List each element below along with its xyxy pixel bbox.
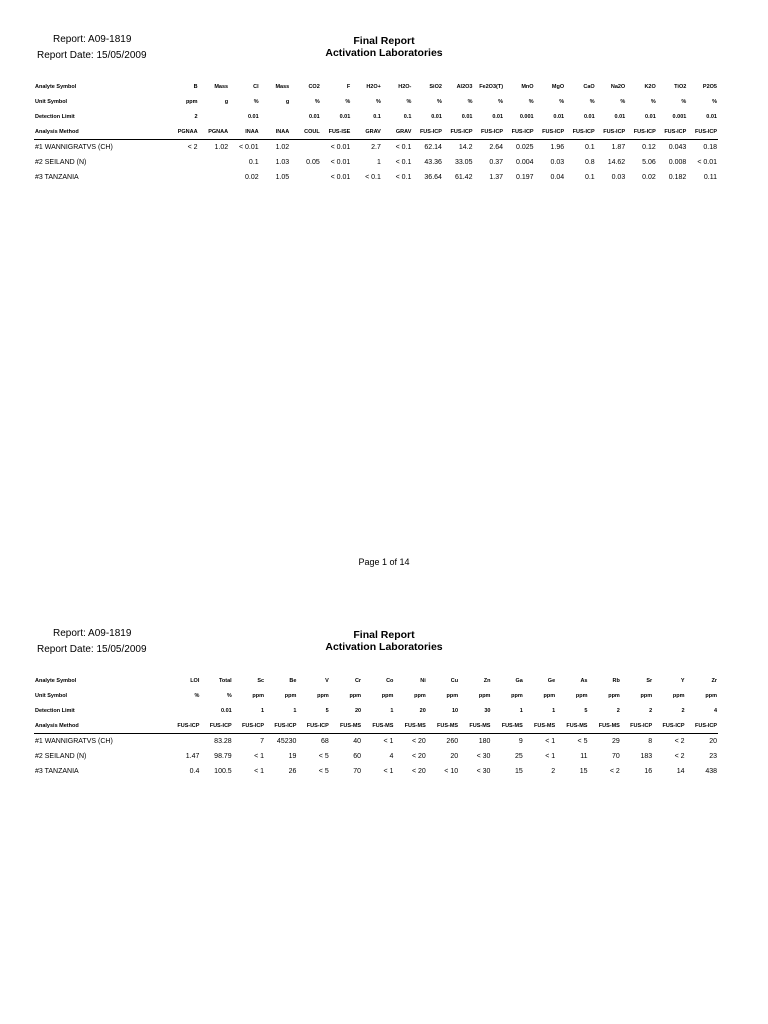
unit-symbol-cell: ppm	[317, 692, 329, 699]
analysis-method-cell: FUS-ICP	[412, 124, 443, 140]
value-cell: < 0.01	[330, 174, 351, 181]
detection-limit-cell: 1	[390, 707, 394, 714]
value-cell: 19	[288, 753, 297, 760]
unit-symbol-cell: ppm	[705, 692, 717, 699]
analysis-method-cell: FUS-ICP	[687, 124, 718, 140]
analysis-method-cell: FUS-ICP	[233, 718, 265, 734]
analysis-method-cell: INAA	[260, 124, 291, 140]
value-cell: 100.5	[214, 768, 232, 775]
analysis-method-cell: FUS-ICP	[200, 718, 232, 734]
analysis-method-cell: PGNAA	[168, 124, 199, 140]
value-cell: 1.02	[214, 144, 229, 151]
table-row	[34, 764, 718, 779]
unit-symbol-cell: %	[467, 98, 473, 105]
analysis-method-cell: FUS-ICP	[653, 718, 685, 734]
detection-limit-cell: 0.01	[706, 113, 717, 120]
value-cell: 260	[446, 738, 459, 745]
analyte-symbol-cell: Ni	[420, 677, 426, 684]
analysis-method-cell: PGNAA	[199, 124, 230, 140]
unit-symbol-cell: ppm	[478, 692, 491, 699]
value-cell: 36.64	[424, 174, 442, 181]
value-cell: 11	[580, 753, 588, 760]
unit-symbol-cell: %	[712, 98, 717, 105]
analyte-symbol-cell: Co	[386, 677, 394, 684]
value-cell: < 1	[545, 753, 556, 760]
analyte-symbol-cell: V	[325, 677, 329, 684]
value-cell: < 0.01	[330, 159, 351, 166]
analyte-symbol-cell: LOI	[190, 677, 200, 684]
value-cell	[199, 170, 230, 185]
analysis-method-cell: FUS-ICP	[297, 718, 329, 734]
value-cell: < 30	[476, 753, 491, 760]
analyte-symbol-cell: Mass	[214, 83, 229, 90]
value-cell: 20	[709, 738, 717, 745]
detection-limit-cell: 2	[194, 113, 198, 120]
unit-symbol-cell: ppm	[575, 692, 588, 699]
analyte-symbol-cell: Sr	[646, 677, 653, 684]
analyte-symbol-cell: Cr	[354, 677, 362, 684]
table-row	[34, 140, 718, 156]
analysis-method-cell: FUS-ICP	[621, 718, 653, 734]
value-cell: < 0.1	[395, 159, 412, 166]
analyte-symbol-cell: Total	[218, 677, 232, 684]
value-cell: 43.36	[424, 159, 442, 166]
analysis-method-cell: FUS-ICP	[686, 718, 718, 734]
value-cell: 0.008	[668, 159, 687, 166]
value-cell: 0.1	[248, 159, 259, 166]
detection-limit-cell: 0.01	[553, 113, 565, 120]
analysis-method-cell: FUS-ICP	[657, 124, 688, 140]
detection-limit-cell: 0.01	[645, 113, 656, 120]
analyte-symbol-label: Analyte Symbol	[35, 677, 77, 684]
sample-name: #1 WANNIGRATVS (CH)	[35, 738, 113, 745]
value-cell: 1.47	[185, 753, 200, 760]
analyte-symbol-row	[34, 673, 718, 688]
page-number: Page 1 of 14	[358, 557, 410, 567]
detection-limit-cell: 0.01	[220, 707, 232, 714]
analyte-symbol-row	[34, 79, 718, 94]
value-cell: < 5	[577, 738, 588, 745]
analyte-symbol-cell: SiO2	[429, 83, 442, 90]
analyte-symbol-cell: Sc	[257, 677, 265, 684]
value-cell: 16	[644, 768, 653, 775]
unit-symbol-cell: %	[589, 98, 595, 105]
detection-limit-cell	[168, 703, 200, 718]
detection-limit-cell: 10	[451, 707, 459, 714]
analyte-symbol-cell: Zr	[711, 677, 717, 684]
unit-symbol-cell: ppm	[414, 692, 426, 699]
analysis-method-row	[34, 124, 718, 140]
analyte-symbol-cell: CO2	[308, 83, 320, 90]
analyte-symbol-cell: Cl	[253, 83, 259, 90]
value-cell: 9	[518, 738, 523, 745]
value-cell: < 20	[411, 738, 426, 745]
analyte-symbol-cell: Ge	[547, 677, 556, 684]
value-cell: 0.04	[550, 174, 565, 181]
detection-limit-cell: 20	[354, 707, 362, 714]
value-cell: 1.37	[489, 174, 504, 181]
value-cell: 23	[709, 753, 717, 760]
analysis-method-cell: INAA	[229, 124, 260, 140]
value-cell	[168, 170, 199, 185]
unit-symbol-cell: g	[285, 98, 290, 105]
unit-symbol-cell: ppm	[349, 692, 362, 699]
detection-limit-cell: 5	[325, 707, 329, 714]
analysis-method-cell: FUS-ICP	[504, 124, 535, 140]
detection-limit-cell: 0.01	[461, 113, 473, 120]
unit-symbol-cell: %	[620, 98, 626, 105]
detection-limit-cell: 0.01	[583, 113, 595, 120]
value-cell: 0.03	[550, 159, 565, 166]
analyte-symbol-cell: K2O	[644, 83, 656, 90]
analysis-method-cell: FUS-ICP	[626, 124, 657, 140]
report-id: Report: A09-1819	[53, 628, 132, 639]
unit-symbol-cell: %	[437, 98, 442, 105]
unit-symbol-cell: %	[375, 98, 381, 105]
analyte-symbol-cell: H2O-	[398, 83, 412, 90]
unit-symbol-cell: %	[345, 98, 351, 105]
sample-name: #2 SEILAND (N)	[35, 753, 87, 760]
unit-symbol-cell: %	[528, 98, 534, 105]
detection-limit-row	[34, 703, 718, 718]
value-cell: < 20	[411, 768, 426, 775]
unit-symbol-cell: %	[498, 98, 504, 105]
value-cell: 1	[376, 159, 381, 166]
value-cell: 1.02	[275, 144, 290, 151]
unit-symbol-cell: ppm	[381, 692, 394, 699]
sample-name: #2 SEILAND (N)	[35, 159, 87, 166]
analysis-method-cell: FUS-ICP	[596, 124, 627, 140]
unit-symbol-cell: %	[253, 98, 259, 105]
analyte-symbol-cell: CaO	[583, 83, 595, 90]
value-cell: < 0.1	[395, 174, 412, 181]
detection-limit-cell: 30	[484, 707, 491, 714]
unit-symbol-cell: ppm	[252, 692, 265, 699]
value-cell: 0.182	[668, 174, 687, 181]
value-cell: 62.14	[424, 144, 442, 151]
value-cell: < 0.1	[395, 144, 412, 151]
value-cell: < 1	[383, 768, 394, 775]
value-cell: 14.2	[458, 144, 473, 151]
report-date: Report Date: 15/05/2009	[37, 50, 147, 61]
detection-limit-cell: 0.001	[519, 113, 534, 120]
unit-symbol-cell: %	[559, 98, 565, 105]
value-cell	[290, 170, 321, 185]
value-cell: 15	[579, 768, 588, 775]
value-cell: 0.025	[516, 144, 534, 151]
analyte-symbol-cell: Y	[680, 677, 685, 684]
unit-symbol-cell: %	[650, 98, 656, 105]
unit-symbol-cell: ppm	[446, 692, 459, 699]
unit-symbol-cell: ppm	[608, 692, 620, 699]
report-date: Report Date: 15/05/2009	[37, 644, 147, 655]
analyte-symbol-cell: B	[193, 83, 198, 90]
analyte-symbol-cell: F	[346, 83, 351, 90]
value-cell: 68	[320, 738, 329, 745]
value-cell: 25	[515, 753, 523, 760]
value-cell: 180	[478, 738, 491, 745]
value-cell: < 2	[674, 753, 685, 760]
value-cell: 0.11	[703, 174, 717, 181]
analysis-method-row	[34, 718, 718, 734]
analysis-method-cell: GRAV	[382, 124, 413, 140]
detection-limit-cell: 1	[293, 707, 297, 714]
value-cell: 0.12	[642, 144, 656, 151]
value-cell: 5.06	[642, 159, 656, 166]
value-cell: 0.8	[584, 159, 595, 166]
value-cell: 1.87	[611, 144, 626, 151]
detection-limit-cell: 2	[649, 707, 653, 714]
report-title-line-1: Final Report	[353, 35, 415, 47]
value-cell: 33.05	[454, 159, 473, 166]
unit-symbol-cell: ppm	[640, 692, 653, 699]
value-cell: 2	[551, 768, 556, 775]
value-cell: 0.18	[703, 144, 717, 151]
analysis-method-cell: GRAV	[351, 124, 382, 140]
detection-limit-cell	[260, 109, 291, 124]
detection-limit-label: Detection Limit	[35, 707, 75, 714]
value-cell: 2.64	[489, 144, 504, 151]
value-cell: 1.96	[550, 144, 565, 151]
analysis-method-cell: FUS-ISE	[321, 124, 352, 140]
sample-name: #3 TANZANIA	[35, 768, 79, 775]
report-title-line-1: Final Report	[353, 629, 415, 641]
detection-limit-cell: 1	[519, 707, 523, 714]
value-cell: 60	[353, 753, 362, 760]
value-cell: 0.1	[584, 144, 595, 151]
value-cell	[290, 140, 321, 156]
unit-symbol-cell: %	[194, 692, 200, 699]
value-cell: 61.42	[454, 174, 473, 181]
value-cell: 15	[515, 768, 523, 775]
analyte-symbol-cell: As	[580, 677, 588, 684]
unit-symbol-cell: ppm	[672, 692, 685, 699]
value-cell: 26	[288, 768, 297, 775]
analyte-symbol-cell: P2O5	[702, 83, 717, 90]
analysis-method-cell: FUS-ICP	[565, 124, 596, 140]
unit-symbol-cell: g	[224, 98, 229, 105]
analyte-symbol-cell: Ga	[515, 677, 523, 684]
value-cell: 0.043	[668, 144, 687, 151]
analyte-symbol-cell: MnO	[521, 83, 534, 90]
sample-name: #1 WANNIGRATVS (CH)	[35, 144, 113, 151]
value-cell: < 1	[254, 768, 265, 775]
unit-symbol-cell: %	[406, 98, 412, 105]
analyte-symbol-cell: Al2O3	[456, 83, 473, 90]
value-cell: 7	[260, 738, 265, 745]
value-cell: < 30	[476, 768, 491, 775]
detection-limit-cell: 0.1	[403, 113, 412, 120]
report-title-line-2: Activation Laboratories	[325, 641, 443, 653]
detection-limit-cell: 5	[584, 707, 588, 714]
table-row	[34, 749, 718, 764]
analysis-method-cell: FUS-MS	[362, 718, 394, 734]
analyte-symbol-cell: Rb	[612, 677, 620, 684]
detection-limit-cell: 0.01	[431, 113, 442, 120]
report-id: Report: A09-1819	[53, 34, 132, 45]
value-cell: < 2	[674, 738, 685, 745]
unit-symbol-label: Unit Symbol	[35, 692, 68, 699]
detection-limit-cell: 0.01	[614, 113, 626, 120]
value-cell: 0.05	[306, 159, 320, 166]
value-cell: < 10	[444, 768, 459, 775]
value-cell	[168, 734, 200, 750]
value-cell: < 0.01	[697, 159, 717, 166]
analyte-symbol-cell: Na2O	[610, 83, 626, 90]
detection-limit-cell: 0.01	[309, 113, 320, 120]
detection-limit-row	[34, 109, 718, 124]
analyte-symbol-cell: MgO	[551, 83, 565, 90]
value-cell: 29	[612, 738, 620, 745]
value-cell: 70	[353, 768, 362, 775]
detection-limit-cell: 1	[260, 707, 265, 714]
analyte-symbol-cell: Be	[289, 677, 297, 684]
value-cell: 14	[676, 768, 685, 775]
report-title	[0, 629, 768, 653]
analysis-method-label: Analysis Method	[34, 124, 168, 140]
unit-symbol-cell: %	[314, 98, 320, 105]
detection-limit-cell: 1	[552, 707, 556, 714]
value-cell: 4	[389, 753, 394, 760]
detection-limit-cell: 0.01	[492, 113, 504, 120]
value-cell: 40	[353, 738, 362, 745]
value-cell: < 5	[318, 753, 329, 760]
results-table	[34, 79, 718, 185]
value-cell: 183	[640, 753, 653, 760]
results-table	[34, 673, 718, 779]
value-cell: < 0.01	[238, 144, 259, 151]
analyte-symbol-cell: TiO2	[674, 83, 687, 90]
detection-limit-cell: 0.01	[339, 113, 351, 120]
table-row	[34, 155, 718, 170]
unit-symbol-label: Unit Symbol	[35, 98, 68, 105]
value-cell: 1.05	[275, 174, 290, 181]
unit-symbol-cell: %	[226, 692, 232, 699]
analysis-method-cell: FUS-MS	[394, 718, 426, 734]
value-cell: < 20	[411, 753, 426, 760]
analysis-method-cell: FUS-ICP	[265, 718, 297, 734]
unit-symbol-row	[34, 688, 718, 703]
unit-symbol-cell: ppm	[185, 98, 198, 105]
value-cell: < 1	[545, 738, 556, 745]
value-cell: 14.62	[607, 159, 626, 166]
value-cell: < 2	[609, 768, 620, 775]
detection-limit-cell: 20	[419, 707, 426, 714]
value-cell: 2.7	[371, 144, 381, 151]
value-cell: 0.03	[611, 174, 626, 181]
detection-limit-cell	[199, 109, 230, 124]
report-title-line-2: Activation Laboratories	[325, 47, 443, 59]
report-title	[0, 35, 768, 59]
detection-limit-cell: 0.001	[672, 113, 687, 120]
analysis-method-label: Analysis Method	[34, 718, 168, 734]
value-cell: 20	[450, 753, 459, 760]
value-cell	[168, 155, 199, 170]
analysis-method-cell: FUS-MS	[459, 718, 491, 734]
analyte-symbol-cell: H2O+	[366, 83, 381, 90]
value-cell: 0.004	[516, 159, 534, 166]
analysis-method-cell: FUS-MS	[556, 718, 588, 734]
table-row	[34, 734, 718, 750]
detection-limit-cell: 2	[616, 707, 620, 714]
value-cell: 0.1	[584, 174, 595, 181]
analysis-method-cell: FUS-ICP	[473, 124, 504, 140]
analyte-symbol-cell: Fe2O3(T)	[479, 83, 504, 90]
unit-symbol-cell: %	[681, 98, 687, 105]
analysis-method-cell: FUS-MS	[588, 718, 620, 734]
unit-symbol-cell: ppm	[511, 692, 523, 699]
detection-limit-cell: 0.01	[247, 113, 259, 120]
value-cell: 98.79	[214, 753, 232, 760]
value-cell: 70	[612, 753, 620, 760]
value-cell: < 5	[318, 768, 329, 775]
analyte-symbol-label: Analyte Symbol	[35, 83, 77, 90]
value-cell: 0.02	[642, 174, 656, 181]
detection-limit-cell: 2	[681, 707, 685, 714]
value-cell: < 0.01	[330, 144, 351, 151]
value-cell: 8	[648, 738, 653, 745]
analysis-method-cell: FUS-MS	[491, 718, 523, 734]
analyte-symbol-cell: Zn	[483, 677, 491, 684]
unit-symbol-cell: ppm	[543, 692, 556, 699]
detection-limit-label: Detection Limit	[35, 113, 75, 120]
value-cell: 0.4	[189, 768, 200, 775]
analyte-symbol-cell: Cu	[450, 677, 459, 684]
analysis-method-cell: FUS-MS	[427, 718, 459, 734]
table-row	[34, 170, 718, 185]
value-cell	[199, 155, 230, 170]
value-cell: 438	[705, 768, 717, 775]
value-cell: < 0.1	[365, 174, 381, 181]
analysis-method-cell: COUL	[290, 124, 321, 140]
value-cell: < 2	[187, 144, 198, 151]
detection-limit-cell: 4	[713, 707, 717, 714]
value-cell: < 1	[383, 738, 394, 745]
value-cell: 45230	[276, 738, 297, 745]
value-cell: 0.37	[489, 159, 504, 166]
analysis-method-cell: FUS-ICP	[535, 124, 566, 140]
value-cell: 0.197	[516, 174, 534, 181]
value-cell: < 1	[254, 753, 265, 760]
detection-limit-cell: 0.1	[373, 113, 381, 120]
analysis-method-cell: FUS-ICP	[443, 124, 474, 140]
analysis-method-cell: FUS-MS	[330, 718, 362, 734]
value-cell: 1.03	[275, 159, 290, 166]
analysis-method-cell: FUS-MS	[524, 718, 556, 734]
unit-symbol-cell: ppm	[284, 692, 297, 699]
value-cell: 83.28	[214, 738, 232, 745]
unit-symbol-row	[34, 94, 718, 109]
sample-name: #3 TANZANIA	[35, 174, 79, 181]
value-cell: 0.02	[245, 174, 259, 181]
analysis-method-cell: FUS-ICP	[168, 718, 200, 734]
analyte-symbol-cell: Mass	[275, 83, 290, 90]
